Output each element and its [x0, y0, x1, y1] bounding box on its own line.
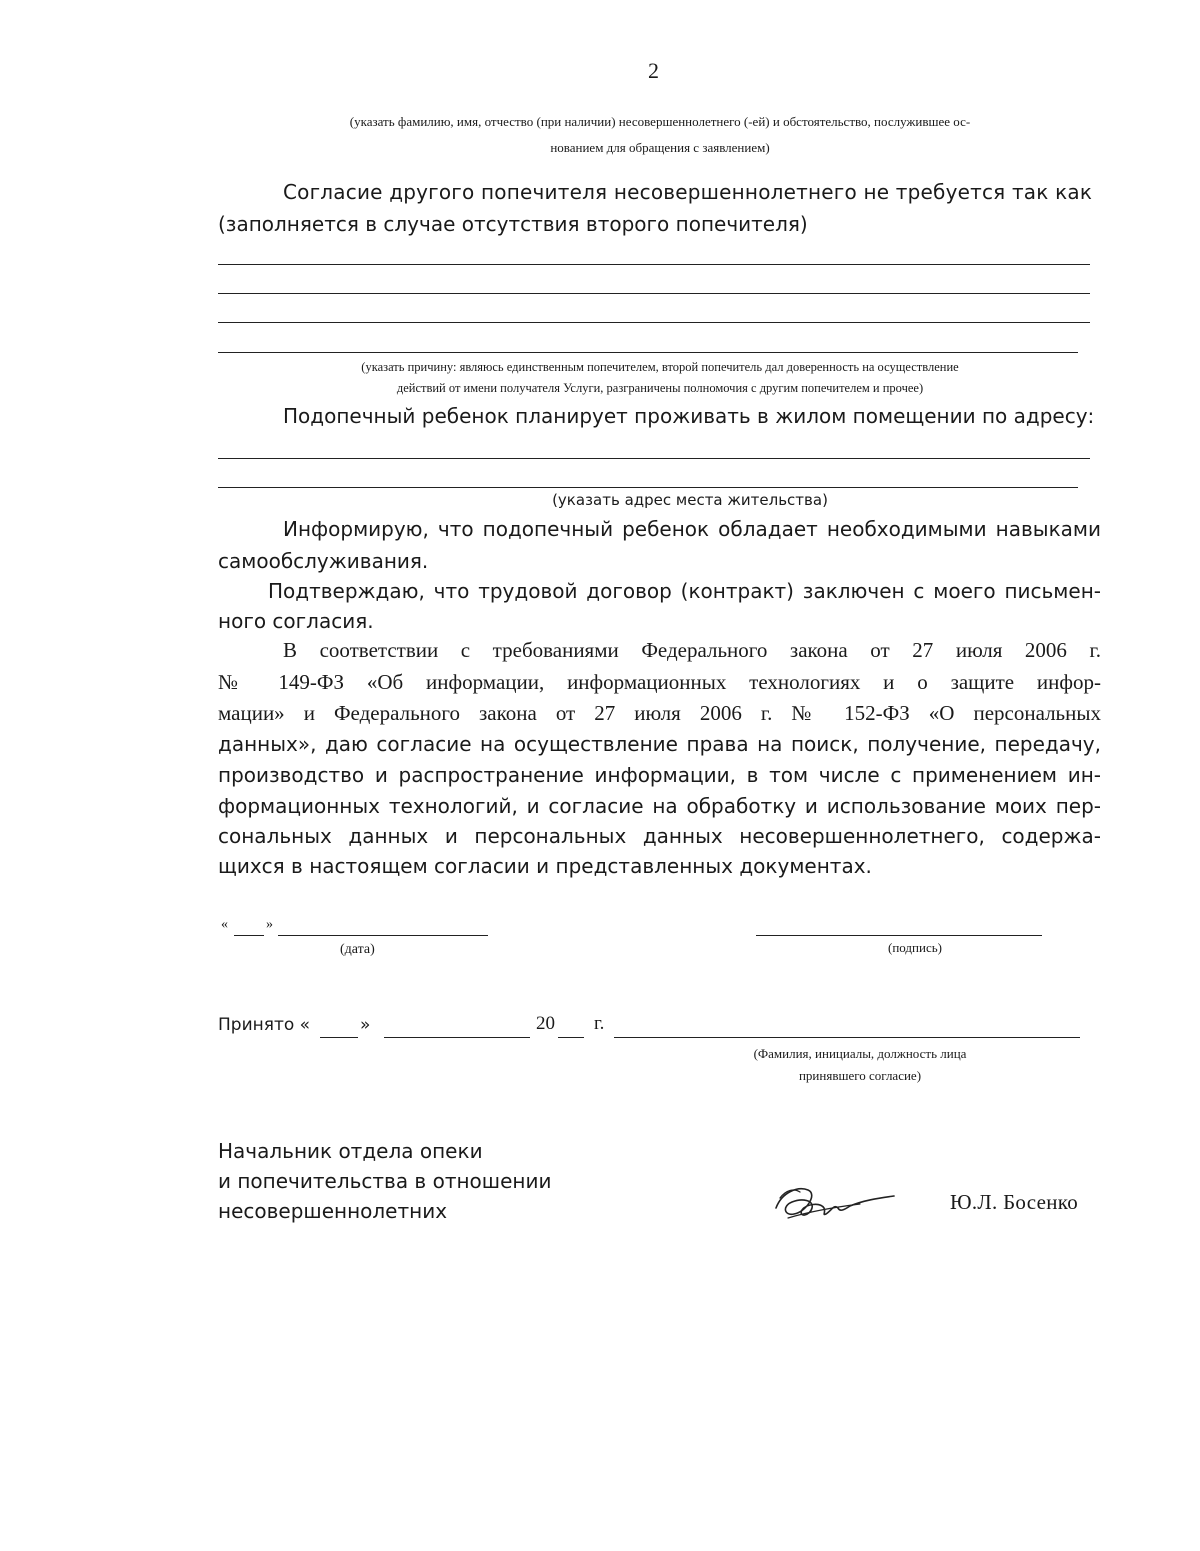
address-blank-line-2 — [218, 487, 1078, 488]
reason-blank-line-2 — [218, 293, 1090, 294]
head-title-line-1: Начальник отдела опеки — [218, 1139, 483, 1163]
accepted-official-blank — [614, 1037, 1080, 1038]
personal-data-line-3: мации» и Федерального закона от 27 июля 2006 г. № 152-ФЗ «О персональных — [218, 701, 1101, 725]
head-title-line-3: несовершеннолетних — [218, 1199, 448, 1223]
contract-line-2: ного согласия. — [218, 609, 374, 633]
page-number: 2 — [648, 58, 659, 83]
accepted-month-blank — [384, 1037, 530, 1038]
accepted-year-suffix: г. — [594, 1013, 605, 1034]
note-line-1: (указать фамилию, имя, отчество (при наличии) несовершеннолетнего (-ей) и обстоятельство, послужившее ос- — [349, 114, 971, 129]
address-note: (указать адрес места жительства) — [552, 491, 828, 509]
head-name: Ю.Л. Босенко — [950, 1190, 1079, 1214]
reason-note-line-1: (указать причину: являюсь единственным попечителем, второй попечитель дал доверенность на осуществление — [361, 360, 959, 374]
personal-data-line-5: производство и распространение информации, в том числе с применением ин- — [218, 763, 1101, 787]
consent-other-guardian-condition: (заполняется в случае отсутствия второго попечителя) — [218, 212, 808, 236]
date-label: (дата) — [340, 942, 375, 957]
accepted-note-line-1: (Фамилия, инициалы, должность лица — [753, 1046, 967, 1061]
head-title-line-2: и попечительства в отношении — [218, 1169, 552, 1193]
reason-note — [205, 357, 1115, 399]
date-close-quote: » — [266, 917, 273, 932]
reason-blank-line-4 — [218, 352, 1078, 353]
personal-data-line-6: формационных технологий, и согласие на обработку и использование моих пер- — [218, 794, 1101, 818]
residence-text: Подопечный ребенок планирует проживать в жилом помещении по адресу: — [283, 404, 1095, 428]
address-blank-line-1 — [218, 458, 1090, 459]
reason-blank-line-3 — [218, 322, 1090, 323]
contract-line-1: Подтверждаю, что трудовой договор (контракт) заключен с моего письмен- — [268, 579, 1101, 603]
accepted-day-blank — [320, 1037, 358, 1038]
self-care-line-1: Информирую, что подопечный ребенок обладает необходимыми навыками — [283, 517, 1101, 541]
personal-data-line-2: № 149-ФЗ «Об информации, информационных технологиях и о защите инфор- — [218, 670, 1101, 694]
signature-blank — [756, 935, 1042, 936]
personal-data-line-4: данных», даю согласие на осуществление права на поиск, получение, передачу, — [218, 732, 1101, 756]
signature-label: (подпись) — [888, 940, 942, 955]
accepted-close-quote: » — [360, 1015, 371, 1035]
note-line-2: нованием для обращения с заявлением) — [550, 140, 770, 155]
date-open-quote: « — [221, 917, 228, 932]
date-day-blank — [234, 935, 264, 936]
accepted-note — [680, 1043, 1040, 1087]
reason-note-line-2: действий от имени получателя Услуги, разграничены полномочия с другим попечителем и прочее) — [396, 381, 924, 395]
handwritten-signature — [768, 1178, 900, 1228]
self-care-line-2: самообслуживания. — [218, 549, 429, 573]
date-month-blank — [278, 935, 488, 936]
accepted-year: 20 — [536, 1013, 555, 1034]
personal-data-line-7: сональных данных и персональных данных несовершеннолетнего, содержа- — [218, 824, 1101, 848]
consent-other-guardian-text: Согласие другого попечителя несовершеннолетнего не требуется так как — [283, 180, 1093, 204]
reason-blank-line-1 — [218, 264, 1090, 265]
personal-data-line-1: В соответствии с требованиями Федерального закона от 27 июля 2006 г. — [283, 638, 1101, 662]
note-name-and-circumstance — [180, 109, 1140, 161]
accepted-prefix: Принято « — [218, 1015, 311, 1035]
accepted-note-line-2: принявшего согласие) — [798, 1068, 922, 1083]
head-title — [218, 1136, 551, 1226]
accepted-year-blank — [558, 1037, 584, 1038]
personal-data-line-8: щихся в настоящем согласии и представленных документах. — [218, 854, 872, 878]
